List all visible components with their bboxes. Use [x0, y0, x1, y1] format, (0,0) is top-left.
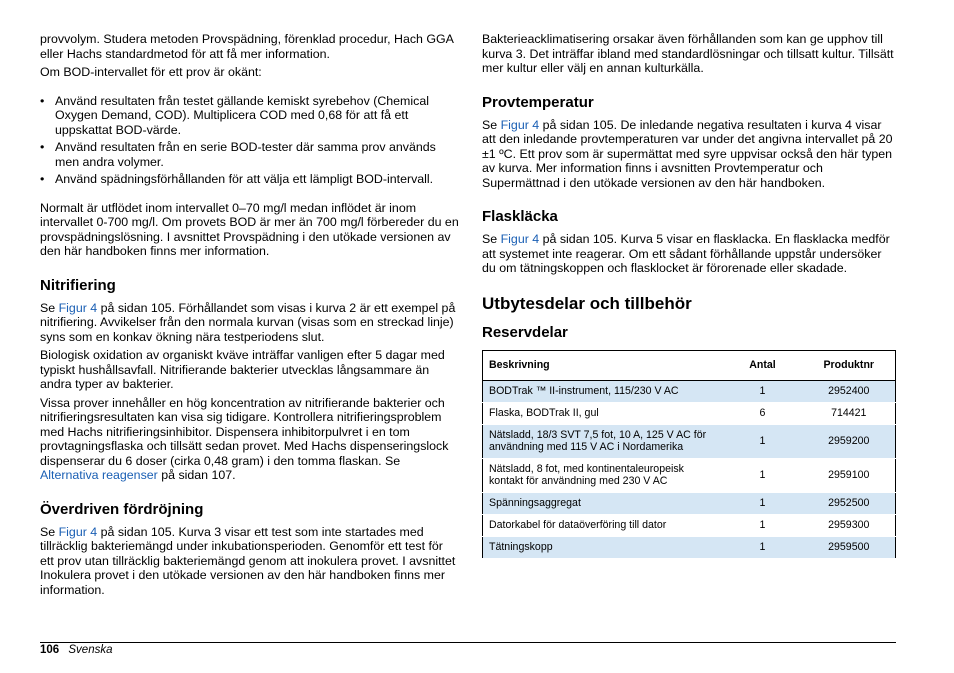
table-row: [483, 514, 896, 536]
page-footer: [40, 643, 113, 657]
range-paragraph: Normalt är utflödet inom intervallet 0–70 mg/l medan inflödet är inom intervallet 0-700 mg/l. Om provets BOD är mer än 700 mg/l förbereder du en provspädningslösning. I avsnittet Provspädning i den utökade versionen av den här handboken finns mer information.: [40, 200, 459, 258]
provtemperatur-paragraph: Se Figur 4 på sidan 105. De inledande negativa resultaten i kurva 4 visar att den inledande provtemperaturen var under det angivna intervallet på 20 ±1 ºC. Ett prov som är supermättat med syre uppvisar också den här typen av kurva. Mer information finns i avsnitten Provtemperatur och Supermättnad i den utökade versionen av den här handboken.: [482, 117, 893, 190]
table-row: [483, 380, 896, 402]
footer-language: Svenska: [68, 644, 113, 656]
figur-4-link[interactable]: Figur 4: [500, 232, 540, 246]
cell-quantity: 1: [723, 424, 803, 458]
cell-product-number: 2959100: [803, 458, 896, 492]
flasklacka-heading: Flaskläcka: [482, 208, 558, 225]
cell-quantity: 1: [723, 380, 803, 402]
table-row: [483, 536, 896, 558]
figur-4-link[interactable]: Figur 4: [58, 300, 98, 315]
column-header-antal: Antal: [723, 350, 803, 380]
table-row: [483, 492, 896, 514]
cell-description: Tätningskopp: [483, 536, 723, 558]
left-column: [40, 32, 460, 601]
fordrojning-heading: Överdriven fördröjning: [40, 500, 204, 518]
footer-divider: [40, 642, 896, 643]
cell-product-number: 2952400: [803, 380, 896, 402]
cell-product-number: 2959300: [803, 514, 896, 536]
cell-product-number: 714421: [803, 402, 896, 424]
right-column: [482, 32, 898, 559]
fordrojning-paragraph: Se Figur 4 på sidan 105. Kurva 3 visar ett test som inte startades med tillräcklig bakteriemängd under inkubationsperioden. Genomför ett test för ett prov utan tillräcklig bakteriemängd genom att inokulera provet. I avsnittet Inokulera provet i den utökade versionen av den här handboken finns mer information.: [40, 524, 456, 597]
list-item: • Använd spädningsförhållanden för att välja ett lämpligt BOD-intervall.: [40, 172, 460, 187]
cell-product-number: 2952500: [803, 492, 896, 514]
list-item: • Använd resultaten från testet gällande kemiskt syrebehov (Chemical Oxygen Demand, COD). Multiplicera COD med 0,68 för att få ett uppskattat BOD-värde.: [40, 94, 460, 138]
cell-quantity: 6: [723, 402, 803, 424]
figur-4-link[interactable]: Figur 4: [58, 524, 98, 539]
cell-description: Nätsladd, 8 fot, med kontinentaleuropeisk kontakt för användning med 230 V AC: [483, 458, 723, 492]
spare-parts-table: [482, 350, 896, 559]
cell-description: BODTrak ™ II-instrument, 115/230 V AC: [483, 380, 723, 402]
cell-description: Nätsladd, 18/3 SVT 7,5 fot, 10 A, 125 V AC för användning med 115 V AC i Nordamerika: [483, 424, 723, 458]
nitrifiering-paragraph-3: Vissa prover innehåller en hög koncentration av nitrifierande bakterier och nitrifieringsresultaten kan visa sig tidigare. Kontrollera nitrifieringsproblem med Hachs nitrifieringsinhibitor. Dispensera inhibitorpulvret i en tom provtagningsflaska och tillsätt sedan provet. Med Hachs dispenseringslock dispenserar du 6 doser (cirka 0,48 gram) i den tomma flaskan. Se Alternativa reagenser på sidan 107.: [40, 395, 449, 482]
acklimatisering-paragraph: Bakterieacklimatisering orsakar även förhållanden som kan ge upphov till kurva 3. Det inträffar ibland med standardlösningar och tillsatt kultur. Tillsätt mer kultur eller välj en annan kulturkälla.: [482, 32, 894, 75]
figur-4-link[interactable]: Figur 4: [500, 117, 540, 132]
table-row: [483, 458, 896, 492]
column-header-produktnr: Produktnr: [803, 350, 896, 380]
intro-paragraph: provvolym. Studera metoden Provspädning, förenklad procedur, Hach GGA eller Hachs standardmetod för att få mer information.: [40, 32, 454, 61]
cell-quantity: 1: [723, 514, 803, 536]
utbytesdelar-heading: Utbytesdelar och tillbehör: [482, 293, 692, 313]
table-row: [483, 424, 896, 458]
page-number: 106: [40, 644, 60, 656]
flasklacka-paragraph: Se Figur 4 på sidan 105. Kurva 5 visar en flasklacka. En flasklacka medför att systemet inte reagerar. Om ett sådant förhållande uppstår undersöker du om tätningskoppen och flasklocket är förorenade eller skadade.: [482, 232, 890, 275]
cell-description: Datorkabel för dataöverföring till dator: [483, 514, 723, 536]
bod-range-intro: Om BOD-intervallet för ett prov är okänt:: [40, 65, 262, 79]
cell-quantity: 1: [723, 458, 803, 492]
list-item: • Använd resultaten från en serie BOD-tester där samma prov används men andra volymer.: [40, 140, 460, 169]
alternativa-reagenser-link[interactable]: Alternativa reagenser: [40, 468, 158, 482]
nitrifiering-paragraph-1: Se Figur 4 på sidan 105. Förhållandet som visas i kurva 2 är ett exempel på nitrifiering. Avvikelser från den normala kurvan (visas som en streckad linje) syns som en konkav ökning nära testperiodens slut.: [40, 300, 456, 344]
table-header-row: [483, 350, 896, 380]
reservdelar-heading: Reservdelar: [482, 323, 568, 341]
cell-description: Flaska, BODTrak II, gul: [483, 402, 723, 424]
cell-product-number: 2959200: [803, 424, 896, 458]
cell-quantity: 1: [723, 536, 803, 558]
cell-description: Spänningsaggregat: [483, 492, 723, 514]
nitrifiering-paragraph-2: Biologisk oxidation av organiskt kväve inträffar vanligen efter 5 dagar med typiskt hushållsavfall. Nitrifierande bakterier utvecklas långsammare än andra typer av bakterier.: [40, 348, 445, 391]
cell-product-number: 2959500: [803, 536, 896, 558]
nitrifiering-heading: Nitrifiering: [40, 276, 116, 294]
table-row: [483, 402, 896, 424]
provtemperatur-heading: Provtemperatur: [482, 93, 594, 111]
column-header-beskrivning: Beskrivning: [483, 350, 723, 380]
bod-range-list: [40, 94, 460, 187]
cell-quantity: 1: [723, 492, 803, 514]
